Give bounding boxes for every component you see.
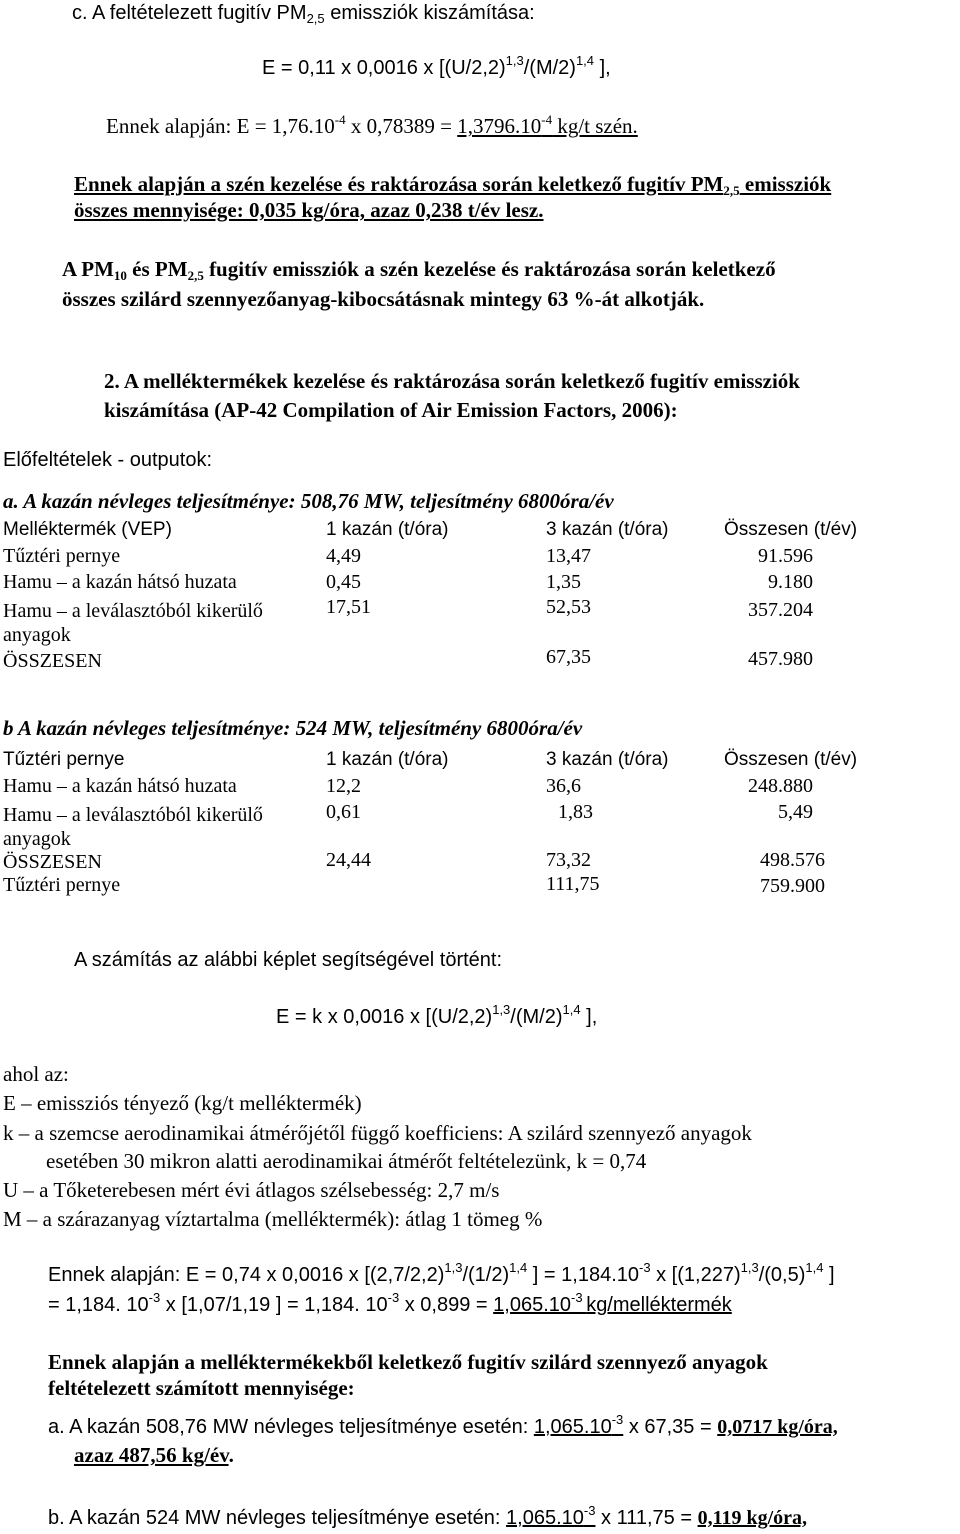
table-b-row1-col3: 36,6 [546, 775, 581, 797]
table-a-header-col1: Melléktermék (VEP) [3, 519, 172, 540]
table-b-row4-col3: 111,75 [546, 873, 600, 895]
result-c: Ennek alapján: $E = 1,76.10^{-4}$ x $0,78389 = 1,3796.10^{-4}$ kg/t szén. [106, 112, 638, 138]
table-a-row1-col4: 91.596 [758, 545, 813, 567]
result-b-line1: b. A kazán 524 MW névleges teljesítménye esetén: $1,065.10^{-3}$ x 111,75 = 0,119 kg/óra, [48, 1503, 808, 1529]
table-a-row2-col2: 0,45 [326, 571, 361, 593]
table-b-total-col2: 24,44 [326, 849, 371, 871]
table-b-row2-col3: 1,83 [558, 801, 593, 823]
result-a-line1: a. A kazán 508,76 MW névleges teljesítménye esetén: $1,065.10^{-3}$ x 67,35 = 0,0717 kg/óra, [48, 1412, 838, 1438]
table-a-row1-col3: 13,47 [546, 545, 591, 567]
table-a-header-col2: 1 kazán (t/óra) [326, 519, 449, 540]
result-a-line2: azaz 487,56 kg/év. [74, 1443, 234, 1467]
section-2-title-line2: kiszámítása (AP-42 Compilation of Air Emission Factors, 2006): [104, 398, 678, 422]
pm-share-line2: összes szilárd szennyezőanyag-kibocsátásnak mintegy 63 %-át alkotják. [62, 287, 705, 311]
table-b-header-col4: Összesen (t/év) [724, 749, 858, 770]
conclusion-c-line1: Ennek alapján a szén kezelése és raktározása során keletkező fugitív $PM_{2,5}$ emissziók [74, 172, 832, 198]
pm-share-line1: A $PM_{10}$ és $PM_{2,5}$ fugitív emissziók a szén kezelése és raktározása során keletkező [62, 257, 776, 283]
def-e: E – emissziós tényező (kg/t melléktermék) [3, 1091, 362, 1115]
table-b-row2-col4: 5,49 [778, 801, 813, 823]
formula-c: E = 0,11 x 0,0016 x [$(U/2,2)^{1,3}/(M/2)^{1,4}$ ], [262, 53, 611, 79]
calc-intro: A számítás az alábbi képlet segítségével történt: [74, 949, 503, 971]
table-b-header-col1: Tűztéri pernye [3, 749, 125, 770]
table-a-row3-col4: 357.204 [748, 599, 813, 621]
where-label: ahol az: [3, 1062, 69, 1086]
table-a-header-col3: 3 kazán (t/óra) [546, 519, 669, 540]
table-b-total-label: ÖSSZESEN [3, 851, 102, 873]
table-a-row1-col2: 4,49 [326, 545, 361, 567]
table-a-row1-label: Tűztéri pernye [3, 545, 121, 567]
table-a-row3-label: Hamu – a leválasztóból kikerülő anyagok [3, 600, 263, 646]
conclusion-line2: feltételezett számított mennyisége: [48, 1376, 355, 1400]
conclusion-c-line2: összes mennyisége: 0,035 kg/óra, azaz 0,238 t/év lesz. [74, 198, 544, 222]
def-u: U – a Tőketerebesen mért évi átlagos szélsebesség: 2,7 m/s [3, 1178, 500, 1202]
table-a-header-col4: Összesen (t/év) [724, 519, 858, 540]
prerequisites-label: Előfeltételek - outputok: [3, 449, 213, 471]
section-2-title-line1: 2. A melléktermékek kezelése és raktározása során keletkező fugitív emissziók [104, 369, 800, 393]
table-b-header-col3: 3 kazán (t/óra) [546, 749, 669, 770]
def-k: k – a szemcse aerodinamikai átmérőjétől függő koefficiens: A szilárd szennyező anyagok [3, 1121, 752, 1145]
table-a-row2-label: Hamu – a kazán hátsó huzata [3, 571, 237, 593]
table-b-row1-label: Hamu – a kazán hátsó huzata [3, 775, 237, 797]
table-b-header-col2: 1 kazán (t/óra) [326, 749, 449, 770]
conclusion-line1: Ennek alapján a melléktermékekből keletkező fugitív szilárd szennyező anyagok [48, 1350, 768, 1374]
table-b-row1-col2: 12,2 [326, 775, 361, 797]
table-a-heading: a. A kazán névleges teljesítménye: 508,76 MW, teljesítmény 6800óra/év [3, 489, 614, 513]
table-b-row2-label: Hamu – a leválasztóból kikerülő anyagok [3, 804, 263, 850]
table-a-total-col4: 457.980 [748, 648, 813, 670]
table-a-row2-col3: 1,35 [546, 571, 581, 593]
table-b-row4-label: Tűztéri pernye [3, 874, 121, 896]
table-a-row3-col3: 52,53 [546, 596, 591, 618]
calc-formula: E = k x 0,0016 x [$(U/2,2)^{1,3}/(M/2)^{1,4}$ ], [276, 1002, 598, 1028]
table-a-row2-col4: 9.180 [768, 571, 813, 593]
table-a-total-col3: 67,35 [546, 646, 591, 668]
table-b-row2-col2: 0,61 [326, 801, 361, 823]
table-b-heading: b A kazán névleges teljesítménye: 524 MW, teljesítmény 6800óra/év [3, 716, 583, 740]
calc-result-line1: Ennek alapján: E = 0,74 x 0,0016 x [$(2,7/2,2)^{1,3}/(1/2)^{1,4}$ ] = $1,184.10^{-3}$ x [$(1,227)^{1,3}/(0,5)^{1,4}$ ] [48, 1260, 835, 1286]
table-a-row3-col2: 17,51 [326, 596, 371, 618]
def-m: M – a szárazanyag víztartalma (melléktermék): átlag 1 tömeg % [3, 1207, 543, 1231]
section-c-heading: c. A feltételezett fugitív $PM_{2,5}$ emissziók kiszámítása: [72, 2, 535, 26]
table-b-total-col3: 73,32 [546, 849, 591, 871]
table-b-row4-col4: 759.900 [760, 875, 825, 897]
table-b-row1-col4: 248.880 [748, 775, 813, 797]
table-a-total-label: ÖSSZESEN [3, 650, 102, 672]
table-b-total-col4: 498.576 [760, 849, 825, 871]
calc-result-line2: = 1,184. $10^{-3}$ x [1,07/1,19 ] = 1,184. $10^{-3}$ x $0,899 = 1,065.10^{-3}$ kg/melléktermék [48, 1290, 732, 1316]
def-k-cont: esetében 30 mikron alatti aerodinamikai átmérőt feltételezünk, k = 0,74 [46, 1149, 647, 1173]
